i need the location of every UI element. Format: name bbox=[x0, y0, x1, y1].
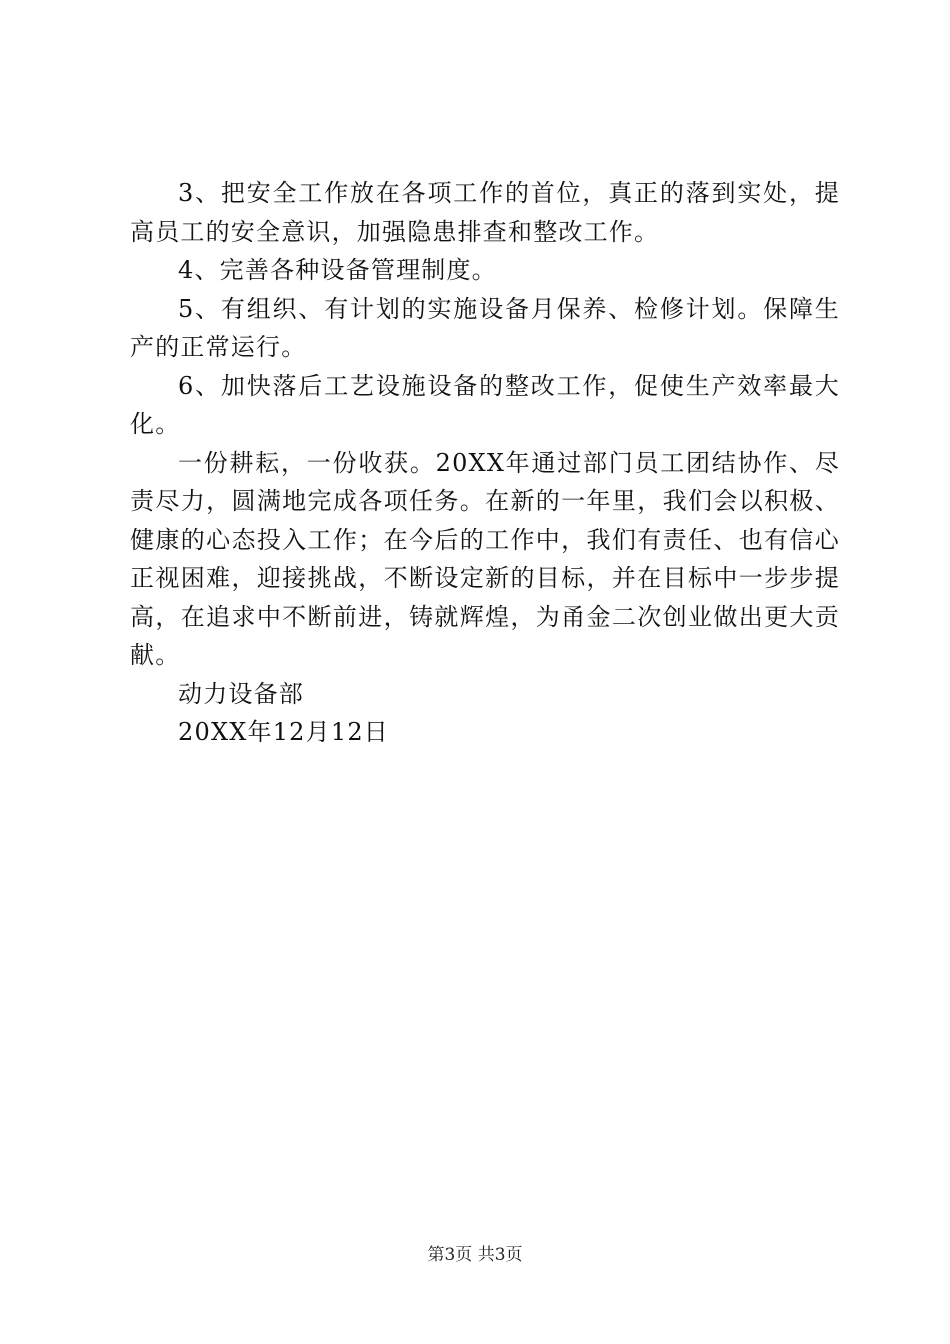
paragraph-item-4: 4、完善各种设备管理制度。 bbox=[178, 256, 497, 284]
document-body bbox=[130, 174, 840, 752]
signature-date: 20XX年12月12日 bbox=[178, 718, 389, 746]
page-footer: 第3页 共3页 bbox=[427, 1245, 523, 1265]
paragraph-item-6: 6、加快落后工艺设施设备的整改工作，促使生产效率最大化。 bbox=[130, 371, 840, 438]
signature-department: 动力设备部 bbox=[178, 679, 304, 708]
paragraph-item-5: 5、有组织、有计划的实施设备月保养、检修计划。保障生产的正常运行。 bbox=[130, 294, 840, 361]
closing-paragraph: 一份耕耘，一份收获。20XX年通过部门员工团结协作、尽责尽力，圆满地完成各项任务。在新的一年里，我们会以积极、健康的心态投入工作；在今后的工作中，我们有责任、也有信心正视困难，迎接挑战，不断设定新的目标，并在目标中一步步提高，在追求中不断前进，铸就辉煌，为甬金二次创业做出更大贡献。 bbox=[130, 448, 840, 669]
paragraph-item-3: 3、把安全工作放在各项工作的首位，真正的落到实处，提高员工的安全意识，加强隐患排查和整改工作。 bbox=[130, 179, 840, 246]
